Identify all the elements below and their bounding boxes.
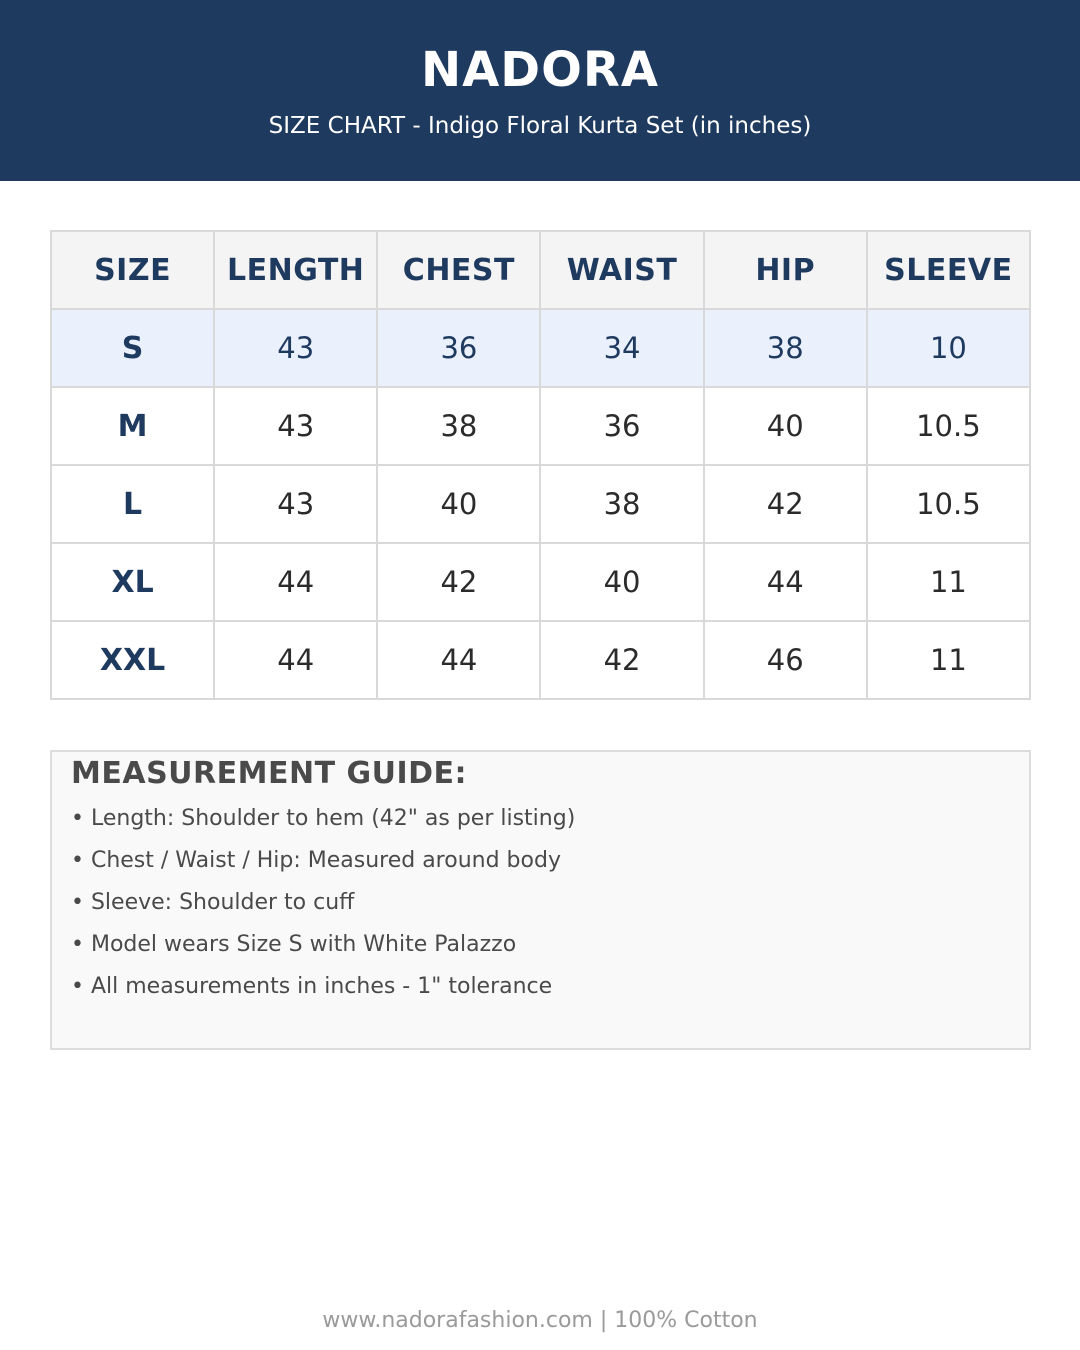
chart-subtitle: SIZE CHART - Indigo Floral Kurta Set (in inches) <box>268 113 812 139</box>
table-header-row <box>51 231 1030 309</box>
list-item: • Length: Shoulder to hem (42" as per listing) <box>71 806 576 831</box>
chest-cell: 36 <box>377 309 540 387</box>
column-header-waist: WAIST <box>540 231 703 309</box>
list-item: • All measurements in inches - 1" tolerance <box>71 974 553 999</box>
size-cell: L <box>51 465 214 543</box>
column-header-size: SIZE <box>51 231 214 309</box>
table-row <box>51 387 1030 465</box>
hip-cell: 44 <box>704 543 867 621</box>
column-header-length: LENGTH <box>214 231 377 309</box>
waist-cell: 38 <box>540 465 703 543</box>
waist-cell: 42 <box>540 621 703 699</box>
sleeve-cell: 10.5 <box>867 465 1030 543</box>
length-cell: 44 <box>214 543 377 621</box>
size-cell: XXL <box>51 621 214 699</box>
measurement-guide-title: MEASUREMENT GUIDE: <box>71 756 468 791</box>
list-item: • Model wears Size S with White Palazzo <box>71 932 517 957</box>
measurement-guide-box <box>50 750 1031 1050</box>
chest-cell: 44 <box>377 621 540 699</box>
hip-cell: 42 <box>704 465 867 543</box>
sleeve-cell: 11 <box>867 621 1030 699</box>
size-cell: M <box>51 387 214 465</box>
chest-cell: 40 <box>377 465 540 543</box>
table-row <box>51 621 1030 699</box>
column-header-chest: CHEST <box>377 231 540 309</box>
sleeve-cell: 10.5 <box>867 387 1030 465</box>
length-cell: 43 <box>214 309 377 387</box>
table-row <box>51 465 1030 543</box>
hip-cell: 38 <box>704 309 867 387</box>
waist-cell: 40 <box>540 543 703 621</box>
length-cell: 44 <box>214 621 377 699</box>
size-cell: XL <box>51 543 214 621</box>
table-row <box>51 309 1030 387</box>
list-item: • Sleeve: Shoulder to cuff <box>71 890 355 915</box>
sleeve-cell: 11 <box>867 543 1030 621</box>
header-banner <box>0 0 1080 181</box>
brand-title: NADORA <box>420 42 660 98</box>
waist-cell: 34 <box>540 309 703 387</box>
footer-text: www.nadorafashion.com | 100% Cotton <box>322 1308 758 1333</box>
column-header-hip: HIP <box>704 231 867 309</box>
table-row <box>51 543 1030 621</box>
size-chart-table <box>50 230 1031 700</box>
waist-cell: 36 <box>540 387 703 465</box>
measurement-guide-list <box>71 798 575 1008</box>
sleeve-cell: 10 <box>867 309 1030 387</box>
list-item: • Chest / Waist / Hip: Measured around body <box>71 848 561 873</box>
column-header-sleeve: SLEEVE <box>867 231 1030 309</box>
size-cell: S <box>51 309 214 387</box>
hip-cell: 40 <box>704 387 867 465</box>
hip-cell: 46 <box>704 621 867 699</box>
chest-cell: 42 <box>377 543 540 621</box>
length-cell: 43 <box>214 465 377 543</box>
chest-cell: 38 <box>377 387 540 465</box>
length-cell: 43 <box>214 387 377 465</box>
